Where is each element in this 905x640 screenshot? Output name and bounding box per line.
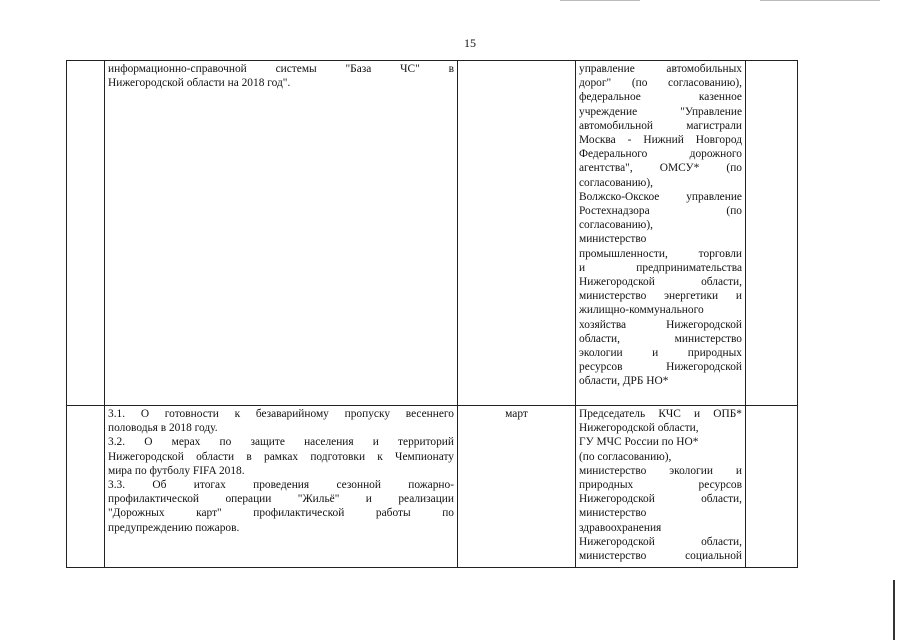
number-cell (67, 61, 105, 406)
text-line: министерство (579, 233, 647, 246)
page-number: 15 (464, 36, 476, 50)
text-line: Нижегородской области, (579, 422, 699, 435)
text-line: области, министерство (579, 332, 742, 345)
table-row (67, 406, 798, 568)
notes-cell (746, 61, 798, 406)
scan-artifact (893, 580, 895, 640)
text-line: 3.3. Об итогах проведения сезонной пожарно- (108, 479, 454, 492)
text-line: автомобильной магистрали (579, 119, 742, 132)
text-line: здравоохранения (579, 521, 662, 534)
content-cell (105, 406, 458, 568)
text-line: Председатель КЧС и ОПБ* (579, 408, 742, 420)
text-line: "Дорожных карт" профилактической работы по (108, 507, 454, 520)
text-line: ресурсов Нижегородской (579, 361, 742, 374)
term-cell: март (458, 406, 576, 568)
number-cell (67, 406, 105, 568)
term-cell (458, 61, 576, 406)
text-line: согласованию), (579, 219, 653, 232)
text-line: хозяйства Нижегородской (579, 318, 742, 331)
text-line: ГУ МЧС России по НО* (579, 436, 699, 449)
text-line: министерство энергетики и (579, 290, 742, 303)
text-line: (по согласованию), (579, 450, 672, 463)
text-line: министерство (579, 507, 647, 520)
text-line: жилищно-коммунального (579, 304, 704, 317)
text-line: Москва - Нижний Новгород (579, 134, 742, 147)
text-line: и предпринимательства (579, 261, 742, 274)
text-line: дорог" (по согласованию), (579, 77, 742, 90)
text-line: Нижегородской области, (579, 535, 742, 548)
text-line: информационно-справочной системы "База ЧС" в (108, 63, 454, 75)
notes-cell (746, 406, 798, 568)
text-line: учреждение "Управление (579, 105, 742, 118)
text-line: Нижегородской области, (579, 493, 742, 506)
text-line: промышленности, торговли (579, 247, 742, 260)
text-line: Волжско-Окское управление (579, 190, 742, 203)
text-line: федеральное казенное (579, 91, 742, 104)
text-line: министерство социальной (579, 550, 742, 563)
text-line: Нижегородской области, (579, 276, 742, 289)
text-line: управление автомобильных (579, 63, 742, 75)
text-line: Ростехнадзора (по (579, 205, 742, 218)
text-line: половодья в 2018 году. (108, 422, 218, 435)
scan-artifact (560, 0, 640, 1)
text-line: Нижегородской области в рамках подготовки к Чемпионату (108, 450, 454, 463)
text-line: агентства", ОМСУ* (по (579, 162, 742, 175)
text-line: 3.2. О мерах по защите населения и территорий (108, 436, 454, 449)
responsible-cell (576, 406, 746, 568)
responsible-cell (576, 61, 746, 406)
text-line: природных ресурсов (579, 479, 742, 492)
text-line: Федерального дорожного (579, 148, 742, 161)
table-row (67, 61, 798, 406)
scan-artifact (760, 0, 880, 1)
text-line: экологии и природных (579, 347, 742, 360)
content-cell (105, 61, 458, 406)
text-line: предупреждению пожаров. (108, 521, 240, 534)
text-line: мира по футболу FIFA 2018. (108, 464, 245, 477)
plan-table (66, 60, 798, 568)
text-line: области, ДРБ НО* (579, 375, 669, 388)
text-line: согласованию), (579, 176, 653, 189)
text-line: Нижегородской области на 2018 год". (108, 77, 291, 90)
text-line: профилактической операции "Жильё" и реализации (108, 493, 454, 506)
text-line: 3.1. О готовности к безаварийному пропуску весеннего (108, 408, 454, 420)
text-line: министерство экологии и (579, 464, 742, 477)
